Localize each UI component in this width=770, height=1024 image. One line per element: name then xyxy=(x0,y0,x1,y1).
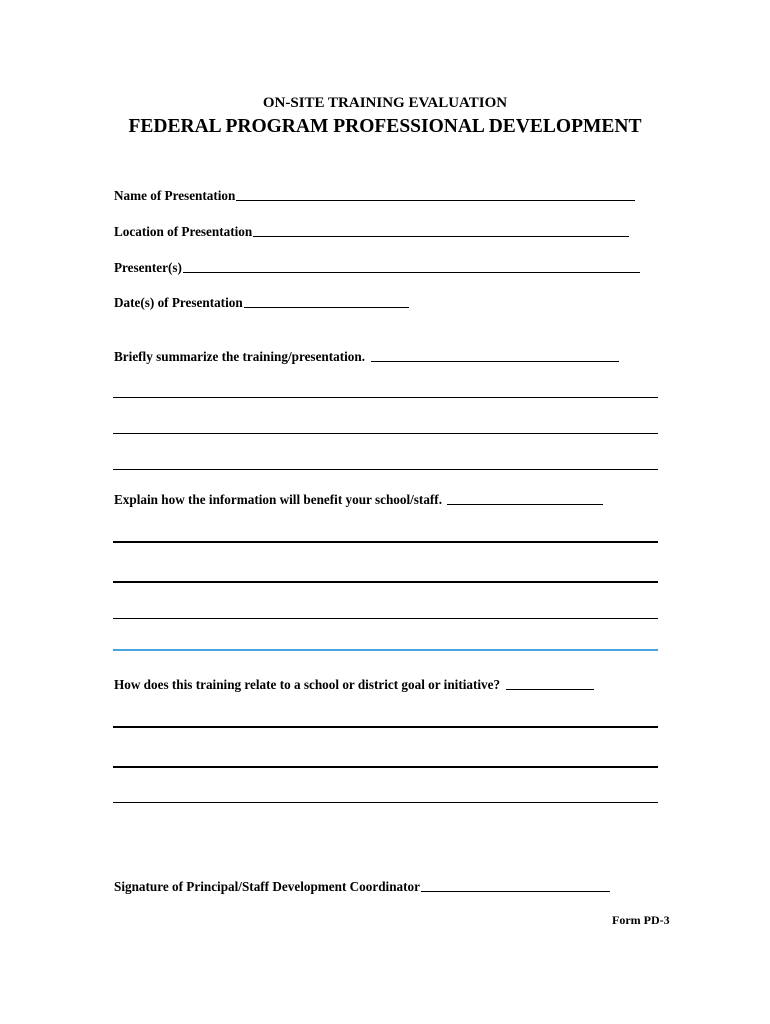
name-of-presentation-label: Name of Presentation xyxy=(114,188,236,203)
presenters-field[interactable] xyxy=(114,258,640,276)
summarize-question-label: Briefly summarize the training/presentation. xyxy=(114,349,366,364)
dates-of-presentation-blank[interactable] xyxy=(244,307,409,308)
presenters-label: Presenter(s) xyxy=(114,260,182,275)
dates-of-presentation-label: Date(s) of Presentation xyxy=(114,295,243,310)
dates-of-presentation-field[interactable] xyxy=(114,293,409,311)
relate-answer-line[interactable] xyxy=(113,726,658,728)
location-of-presentation-blank[interactable] xyxy=(253,236,629,237)
relate-answer-line[interactable] xyxy=(113,802,658,803)
benefit-answer-line[interactable] xyxy=(113,541,658,543)
summarize-answer-blank[interactable] xyxy=(371,361,619,362)
form-title: FEDERAL PROGRAM PROFESSIONAL DEVELOPMENT xyxy=(128,116,642,137)
benefit-answer-line[interactable] xyxy=(113,581,658,583)
summarize-question[interactable] xyxy=(114,347,619,365)
signature-blank[interactable] xyxy=(421,891,610,892)
relate-answer-blank[interactable] xyxy=(506,689,594,690)
signature-label: Signature of Principal/Staff Development Coordinator xyxy=(114,879,420,894)
signature-field[interactable] xyxy=(114,877,610,895)
summarize-answer-line[interactable] xyxy=(113,433,658,434)
relate-answer-line[interactable] xyxy=(113,766,658,768)
relate-question-label: How does this training relate to a school or district goal or initiative? xyxy=(114,677,501,692)
summarize-answer-line[interactable] xyxy=(113,397,658,398)
name-of-presentation-field[interactable] xyxy=(114,186,635,204)
summarize-answer-line[interactable] xyxy=(113,469,658,470)
benefit-question[interactable] xyxy=(114,490,603,508)
form-id-label: Form PD-3 xyxy=(612,913,670,927)
benefit-answer-blank[interactable] xyxy=(447,504,603,505)
form-subtitle: ON-SITE TRAINING EVALUATION xyxy=(262,95,508,111)
benefit-question-label: Explain how the information will benefit your school/staff. xyxy=(114,492,442,507)
relate-question[interactable] xyxy=(114,675,594,693)
section-divider xyxy=(113,649,658,651)
location-of-presentation-label: Location of Presentation xyxy=(114,224,253,239)
presenters-blank[interactable] xyxy=(183,272,640,273)
location-of-presentation-field[interactable] xyxy=(114,222,629,240)
name-of-presentation-blank[interactable] xyxy=(236,200,635,201)
benefit-answer-line[interactable] xyxy=(113,618,658,619)
